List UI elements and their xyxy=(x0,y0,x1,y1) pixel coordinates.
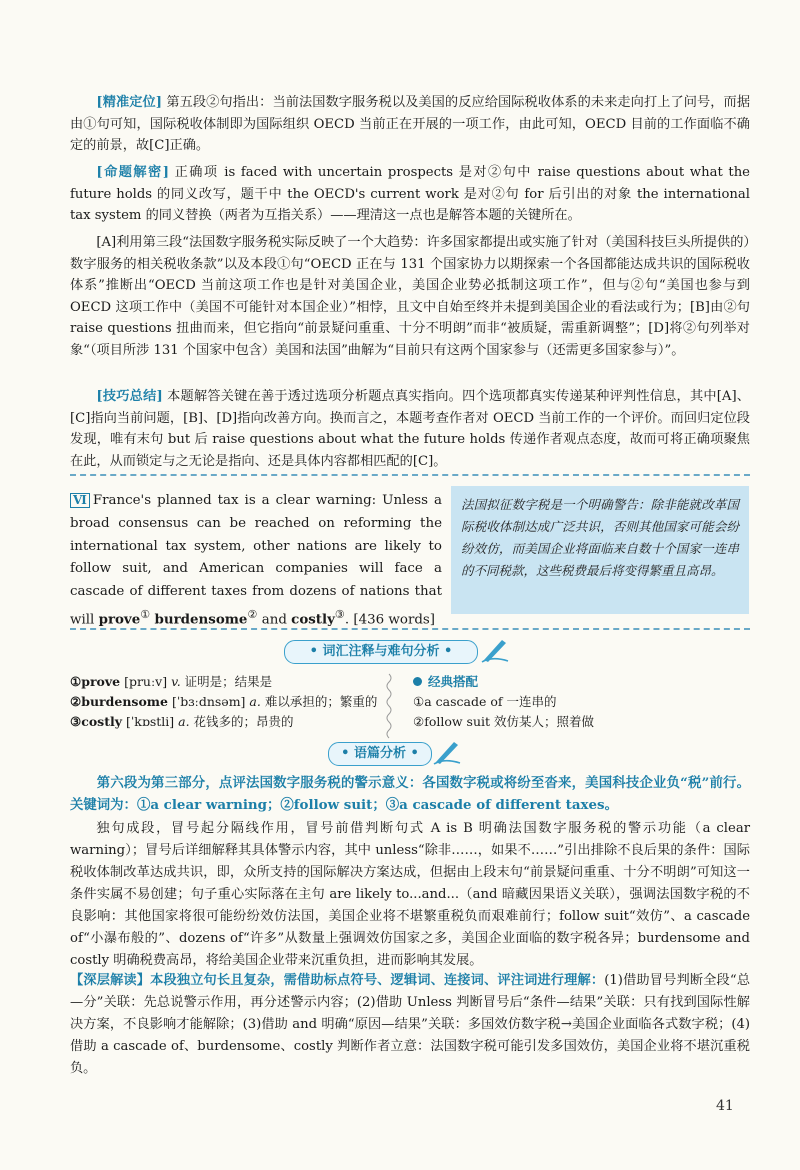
question-decode-paragraph xyxy=(70,162,750,227)
squiggle-divider-icon xyxy=(384,672,394,742)
deep-interpretation-lead: 【深层解读】本段独立句长且复杂，需借助标点符号、逻辑词、连接词、评注词进行理解： xyxy=(70,973,605,988)
bullet-dot-icon xyxy=(413,677,422,686)
vocab-item: ②burdensome [ˈbɜːdnsəm] a. 难以承担的；繁重的 xyxy=(70,694,378,709)
page-number: 41 xyxy=(716,1098,734,1114)
note-marker-1: ① xyxy=(140,607,151,621)
vocab-section-heading: • 词汇注释与难句分析 • xyxy=(284,640,478,664)
technique-summary-paragraph xyxy=(70,386,750,472)
collocation-item: ①a cascade of 一连串的 xyxy=(413,694,557,709)
precise-location-paragraph xyxy=(70,92,750,157)
pen-icon xyxy=(432,736,462,766)
keyword-costly: costly xyxy=(291,611,335,628)
question-decode-text: 正确项 is faced with uncertain prospects 是对②句中 raise questions about what the future holds 的同义改写，题干中 the OECD's current work 是对②句 for 后引出的对象 the international tax system 的同义替换（两者为互指关系）——理清这一点也是解答本题的关键所在。 xyxy=(70,165,750,223)
keyword-burdensome: burdensome xyxy=(154,611,248,628)
vocab-item: ③costly [ˈkɒstli] a. 花钱多的；昂贵的 xyxy=(70,714,294,729)
question-decode-tag: [命题解密] xyxy=(96,165,169,180)
deep-interpretation-text: (1)借助冒号判断全段“总—分”关联：先总说警示作用，再分述警示内容；(2)借助 Unless 判断冒号后“条件—结果”关联：只有找到国际性解决方案，不良影响才能解除；(3)借助 and 明确“原因—结果”关联：多国效仿数字税→美国企业面临各式数字税；(4)借助 a cascade of、burdensome、costly 判断作者立意：法国数字税可能引发多国效仿，美国企业将不堪沉重税负。 xyxy=(70,973,751,1076)
technique-summary-text: 本题解答关键在善于透过选项分析题点真实指向。四个选项都真实传递某种评判性信息，其中[A]、[C]指向当前问题，[B]、[D]指向改善方向。换而言之，本题考查作者对 OECD 当前工作的一个评价。而回归定位段发现，唯有末句 but 后 raise questions about what the future holds 传递作者观点态度，故而可将正确项聚焦在此，从而锁定与之无论是指向、还是具体内容都相匹配的[C]。 xyxy=(70,389,750,469)
pen-icon xyxy=(480,634,510,664)
word-count: . [436 words] xyxy=(344,612,436,628)
section-divider-top xyxy=(70,474,750,476)
discourse-section-heading: • 语篇分析 • xyxy=(328,742,432,766)
chinese-translation-box: 法国拟征数字税是一个明确警告：除非能就改革国际税收体制达成广泛共识，否则其他国家可能会纷纷效仿，而美国企业将面临来自数十个国家一连串的不同税款，这些税费最后将变得繁重且高昂。 xyxy=(451,486,749,614)
paragraph-six-english xyxy=(70,490,442,632)
technique-summary-tag: [技巧总结] xyxy=(96,389,163,404)
collocation-title-row xyxy=(413,672,743,692)
collocation-item: ②follow suit 效仿某人；照着做 xyxy=(413,714,595,729)
distractor-analysis-paragraph: [A]利用第三段“法国数字服务税实际反映了一个大趋势：许多国家都提出或实施了针对（美国科技巨头所提供的）数字服务的相关税收条款”以及本段①句“OECD 正在与 131 个国家协力以期探索一个各国都能达成共识的国际税收体系”推断出“OECD 当前这项工作也是针对美国企业，美国企业势必抵制这项工作”，但与②句“美国也参与到 OECD 这项工作中（美国不可能针对本国企业）”相悖，且文中自始至终并未提到美国企业的看法或行为；[B]由②句 raise questions 扭曲而来，但它指向“前景疑问重重、十分不明朗”而非“被质疑，需重新调整”；[D]将②句列举对象“（项目所涉 131 个国家中包含）美国和法国”曲解为“目前只有这两个国家参与（还需更多国家参与）”。 xyxy=(70,235,750,358)
vocab-item: ①prove [pruːv] v. 证明是；结果是 xyxy=(70,674,273,689)
analysis-detail: 独句成段，冒号起分隔线作用，冒号前借判断句式 A is B 明确法国数字服务税的警示功能（a clear warning）；冒号后详细解释其具体警示内容，其中 unless“除非……，如果不……”引出排除不良后果的条件：国际税收体制改革达成共识，即，众所支持的国际解决方案达成，但据由上段末句“前景疑问重重、十分不明朗”可知这一条件实属不易创建；句子重心实际落在主句 are likely to...and...（and 暗藏因果语义关联），强调法国数字税的不良影响：其他国家将很可能纷纷效仿法国，美国企业将不堪繁重税负而艰难前行；follow suit“效仿”、a cascade of“小瀑布般的”、dozens of“许多”从数量上强调效仿国家之多，美国企业面临的数字税各异；burdensome and costly 明确税费高昂，将给美国企业带来沉重负担，进而影响其发展。 xyxy=(70,821,750,968)
deep-interpretation xyxy=(70,970,750,1080)
keyword-prove: prove xyxy=(98,611,141,628)
and-word: and xyxy=(257,612,292,628)
vocab-list xyxy=(70,672,390,732)
collocation-list xyxy=(413,672,743,732)
analysis-summary: 第六段为第三部分，点评法国数字服务税的警示意义：各国数字税或将纷至沓来，美国科技企业负“税”前行。关键词为：①a clear warning；②follow suit；③a cascade of different taxes。 xyxy=(70,775,750,813)
note-marker-2: ② xyxy=(247,607,258,621)
note-marker-3: ③ xyxy=(334,607,345,621)
paragraph-six-text: France's planned tax is a clear warning: Unless a broad consensus can be reached on reforming the international tax system, other nations are likely to follow suit, and American companies will face a cascade of different taxes from dozens of nations that will xyxy=(70,493,442,628)
precise-location-text: 第五段②句指出：当前法国数字服务税以及美国的反应给国际税收体系的未来走向打上了问号，而据由①句可知，国际税收体制即为国际组织 OECD 当前正在开展的一项工作，由此可知，OECD 目前的工作面临不确定的前景，故[C]正确。 xyxy=(70,95,751,153)
paragraph-number: Ⅵ xyxy=(70,493,90,508)
section-divider-bottom xyxy=(70,628,750,630)
precise-location-tag: [精准定位] xyxy=(96,95,163,110)
collocation-title: 经典搭配 xyxy=(428,674,479,689)
